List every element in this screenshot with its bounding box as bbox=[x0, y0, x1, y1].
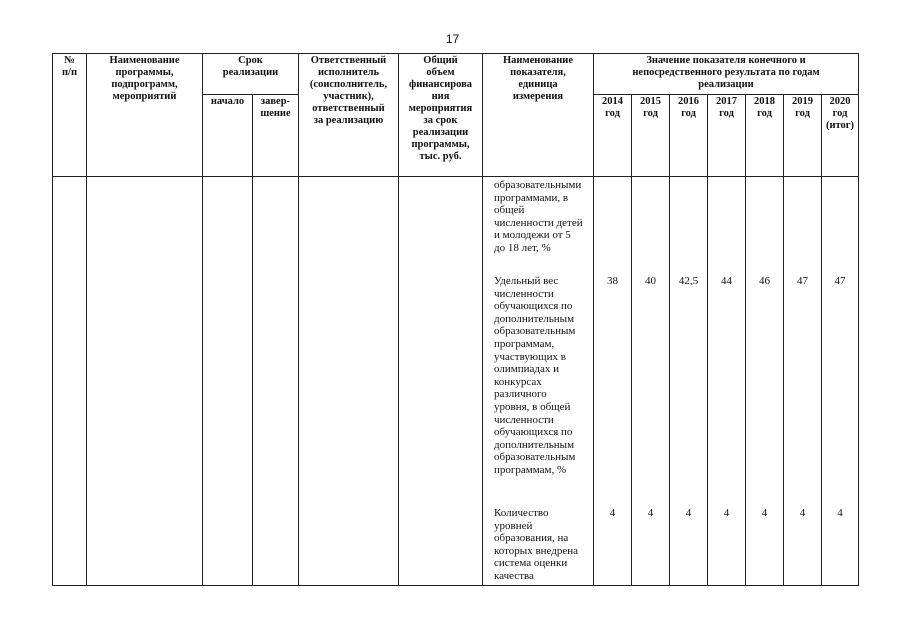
value: 4 bbox=[761, 507, 768, 519]
header-term bbox=[203, 54, 299, 95]
value: 4 bbox=[685, 507, 692, 519]
value: 4 bbox=[837, 507, 843, 519]
header-year-suffix: год bbox=[681, 108, 696, 119]
header-year-suffix: год bbox=[795, 108, 810, 119]
value bbox=[748, 179, 781, 275]
value: 4 bbox=[609, 507, 616, 519]
header-indicator-text: Наименование показателя, единица измерения bbox=[503, 55, 573, 102]
value bbox=[786, 179, 819, 275]
header-num bbox=[53, 54, 87, 177]
header-responsible bbox=[299, 54, 399, 177]
cell-value-2014 bbox=[594, 177, 632, 586]
value: 42,5 bbox=[678, 275, 699, 287]
cell-value-2016 bbox=[670, 177, 708, 586]
header-num-text: № п/п bbox=[61, 55, 78, 78]
header-year bbox=[670, 95, 708, 177]
indicator-text: Удельный вес численности обучающихся по дополнительным образовательным программам, участвующих в олимпиадах и конкурсах различного уровня, в общей численности обучающихся по дополнительным образовательным программам, % bbox=[494, 275, 576, 476]
header-year-value: 2019 bbox=[792, 96, 813, 107]
header-year bbox=[822, 95, 859, 177]
header-year bbox=[784, 95, 822, 177]
cell-term-start bbox=[203, 177, 253, 586]
header-year bbox=[594, 95, 632, 177]
value bbox=[672, 179, 705, 275]
value: 4 bbox=[723, 507, 730, 519]
cell-value-2017 bbox=[708, 177, 746, 586]
cell-financing bbox=[399, 177, 483, 586]
header-program-text: Наименование программы, подпрограмм, мероприятий bbox=[109, 55, 180, 102]
page-number: 17 bbox=[445, 32, 460, 46]
header-indicator bbox=[483, 54, 594, 177]
value: 40 bbox=[645, 275, 656, 287]
header-year bbox=[632, 95, 670, 177]
indicators-table bbox=[52, 53, 859, 586]
header-year-value: 2014 bbox=[602, 96, 623, 107]
value: 4 bbox=[647, 507, 654, 519]
cell-value-2020 bbox=[822, 177, 859, 586]
cell-indicator bbox=[483, 177, 594, 586]
header-term-start bbox=[203, 95, 253, 177]
header-financing bbox=[399, 54, 483, 177]
header-term-end-text: завер- шение bbox=[260, 96, 291, 119]
value: 46 bbox=[759, 275, 770, 287]
header-program bbox=[87, 54, 203, 177]
table-row bbox=[53, 177, 859, 586]
cell-program bbox=[87, 177, 203, 586]
value: 38 bbox=[607, 275, 618, 287]
value: 44 bbox=[721, 275, 732, 287]
header-term-end bbox=[253, 95, 299, 177]
value: 4 bbox=[799, 507, 806, 519]
header-year-value: 2018 bbox=[754, 96, 775, 107]
header-year-value: 2017 bbox=[716, 96, 737, 107]
header-year-suffix: год (итог) bbox=[825, 108, 855, 131]
header-year-suffix: год bbox=[643, 108, 658, 119]
header-year-value: 2020 bbox=[829, 96, 851, 107]
header-year-suffix: год bbox=[719, 108, 734, 119]
header-year-value: 2015 bbox=[640, 96, 661, 107]
header-year bbox=[746, 95, 784, 177]
value bbox=[824, 179, 856, 275]
cell-num bbox=[53, 177, 87, 586]
cell-responsible bbox=[299, 177, 399, 586]
header-term-start-text: начало bbox=[210, 96, 245, 107]
value: 47 bbox=[834, 275, 846, 287]
header-responsible-text: Ответственный исполнитель (соисполнитель, участник), ответственный за реализацию bbox=[309, 55, 388, 126]
header-financing-text: Общий объем финансирова ния мероприятия за срок реализации программы, тыс. руб. bbox=[408, 55, 473, 162]
cell-term-end bbox=[253, 177, 299, 586]
header-year bbox=[708, 95, 746, 177]
header-values-title-text: Значение показателя конечного и непосредственного результата по годам реализации bbox=[632, 55, 820, 90]
header-year-suffix: год bbox=[605, 108, 620, 119]
value bbox=[710, 179, 743, 275]
value: 47 bbox=[797, 275, 808, 287]
indicator-text: Количество уровней образования, на которых внедрена система оценки качества bbox=[494, 507, 579, 582]
header-year-suffix: год bbox=[757, 108, 772, 119]
cell-value-2018 bbox=[746, 177, 784, 586]
value bbox=[634, 179, 667, 275]
indicator-text: образовательными программами, в общей численности детей и молодежи от 5 до 18 лет, % bbox=[494, 179, 583, 254]
value bbox=[596, 179, 629, 275]
header-year-value: 2016 bbox=[678, 96, 699, 107]
cell-value-2015 bbox=[632, 177, 670, 586]
header-term-text: Срок реализации bbox=[222, 55, 279, 78]
header-values-title bbox=[594, 54, 859, 95]
cell-value-2019 bbox=[784, 177, 822, 586]
